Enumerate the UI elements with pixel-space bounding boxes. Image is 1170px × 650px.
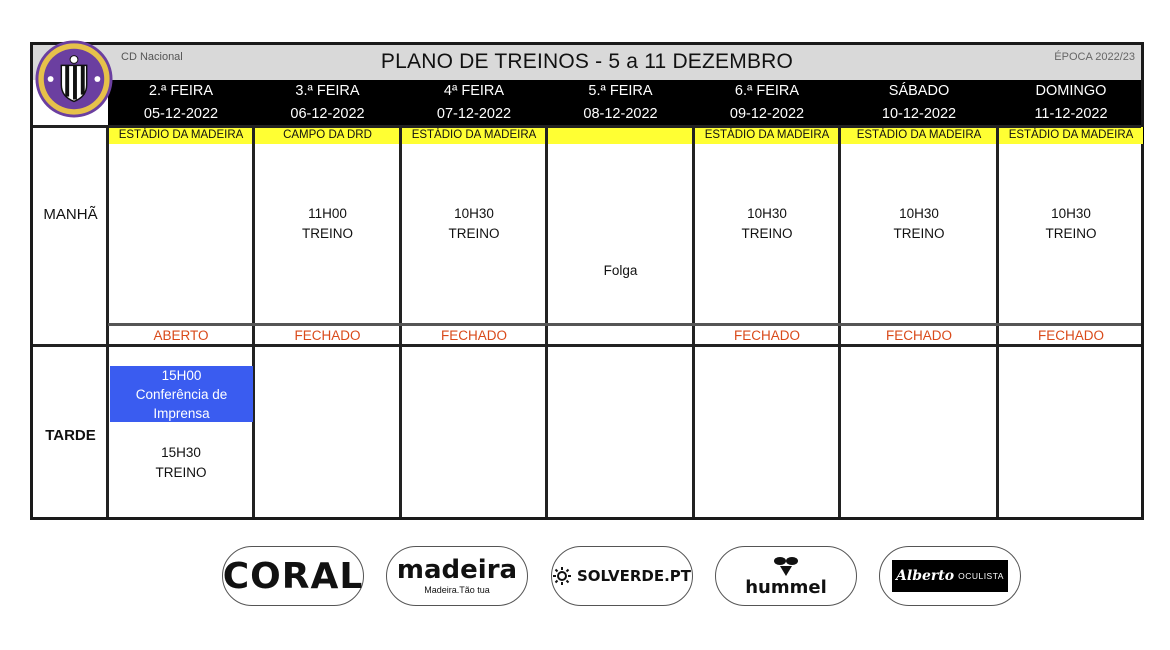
row-label-afternoon: TARDE	[45, 427, 96, 444]
morning-session-sunday: 10H30 TREINO	[1045, 206, 1097, 241]
sponsor-madeira	[386, 546, 528, 606]
press-conference-text: Conferência de Imprensa	[135, 387, 228, 421]
morning-session-saturday: 10H30 TREINO	[893, 206, 945, 241]
row-label-morning: MANHÃ	[43, 206, 98, 223]
grid-line	[692, 127, 695, 517]
venue-thursday	[547, 127, 694, 144]
day-header-tuesday: 3.ª FEIRA 06-12-2022	[290, 83, 365, 122]
madeira-logo-text: madeira	[396, 555, 518, 585]
season-label: ÉPOCA 2022/23	[1054, 51, 1135, 63]
sponsor-alberto-oculista	[879, 546, 1021, 606]
club-name: CD Nacional	[121, 51, 183, 63]
status-saturday: FECHADO	[885, 328, 952, 343]
solverde-logo-text: SOLVERDE.PT	[576, 567, 692, 585]
afternoon-session-monday: 15H30 TREINO	[155, 445, 207, 480]
hummel-logo-text: hummel	[745, 576, 827, 598]
sponsor-hummel	[715, 546, 857, 606]
press-conference-time: 15H00	[161, 368, 202, 383]
morning-session-tuesday: 11H00 TREINO	[301, 206, 353, 241]
press-conference-block	[110, 366, 253, 422]
grid-line	[33, 344, 1141, 347]
status-sunday: FECHADO	[1037, 328, 1104, 343]
sponsor-solverde	[551, 546, 693, 606]
day-header-saturday: SÁBADO 10-12-2022	[881, 83, 957, 122]
venue-friday: ESTÁDIO DA MADEIRA	[694, 127, 840, 144]
title-bar	[33, 45, 1141, 80]
status-monday: ABERTO	[153, 328, 209, 343]
morning-session-thursday: Folga	[603, 263, 638, 278]
venue-saturday: ESTÁDIO DA MADEIRA	[840, 127, 998, 144]
day-header-thursday: 5.ª FEIRA 08-12-2022	[583, 83, 658, 122]
day-header-wednesday: 4ª FEIRA 07-12-2022	[436, 83, 512, 122]
plan-title: PLANO DE TREINOS - 5 a 11 DEZEMBRO	[380, 50, 794, 73]
coral-logo-text: CORAL	[222, 555, 364, 597]
day-header-sunday: DOMINGO 11-12-2022	[1034, 83, 1108, 122]
sponsor-coral	[222, 546, 364, 606]
day-header-monday: 2.ª FEIRA 05-12-2022	[143, 83, 219, 122]
status-wednesday: FECHADO	[440, 328, 507, 343]
madeira-tagline: Madeira.Tão tua	[424, 585, 490, 595]
alberto-logo-text: Alberto	[896, 568, 955, 584]
training-plan-sheet	[30, 42, 1144, 520]
grid-line	[108, 323, 1141, 326]
sun-icon	[553, 567, 571, 585]
morning-session-wednesday: 10H30 TREINO	[448, 206, 500, 241]
morning-session-friday: 10H30 TREINO	[741, 206, 793, 241]
grid-line	[545, 127, 548, 517]
bee-icon	[772, 555, 800, 577]
oculista-logo-text: OCULISTA	[958, 571, 1004, 581]
day-header-friday: 6.ª FEIRA 09-12-2022	[729, 83, 805, 122]
day-header-row	[108, 80, 1141, 127]
status-tuesday: FECHADO	[294, 328, 361, 343]
grid-line	[838, 127, 841, 517]
venue-monday: ESTÁDIO DA MADEIRA	[108, 127, 254, 144]
venue-tuesday: CAMPO DA DRD	[254, 127, 401, 144]
grid-line	[996, 127, 999, 517]
club-crest-logo	[35, 40, 113, 118]
grid-line	[399, 127, 402, 517]
venue-wednesday: ESTÁDIO DA MADEIRA	[401, 127, 547, 144]
grid-line	[33, 125, 1141, 128]
venue-sunday: ESTÁDIO DA MADEIRA	[998, 127, 1144, 144]
status-friday: FECHADO	[733, 328, 800, 343]
